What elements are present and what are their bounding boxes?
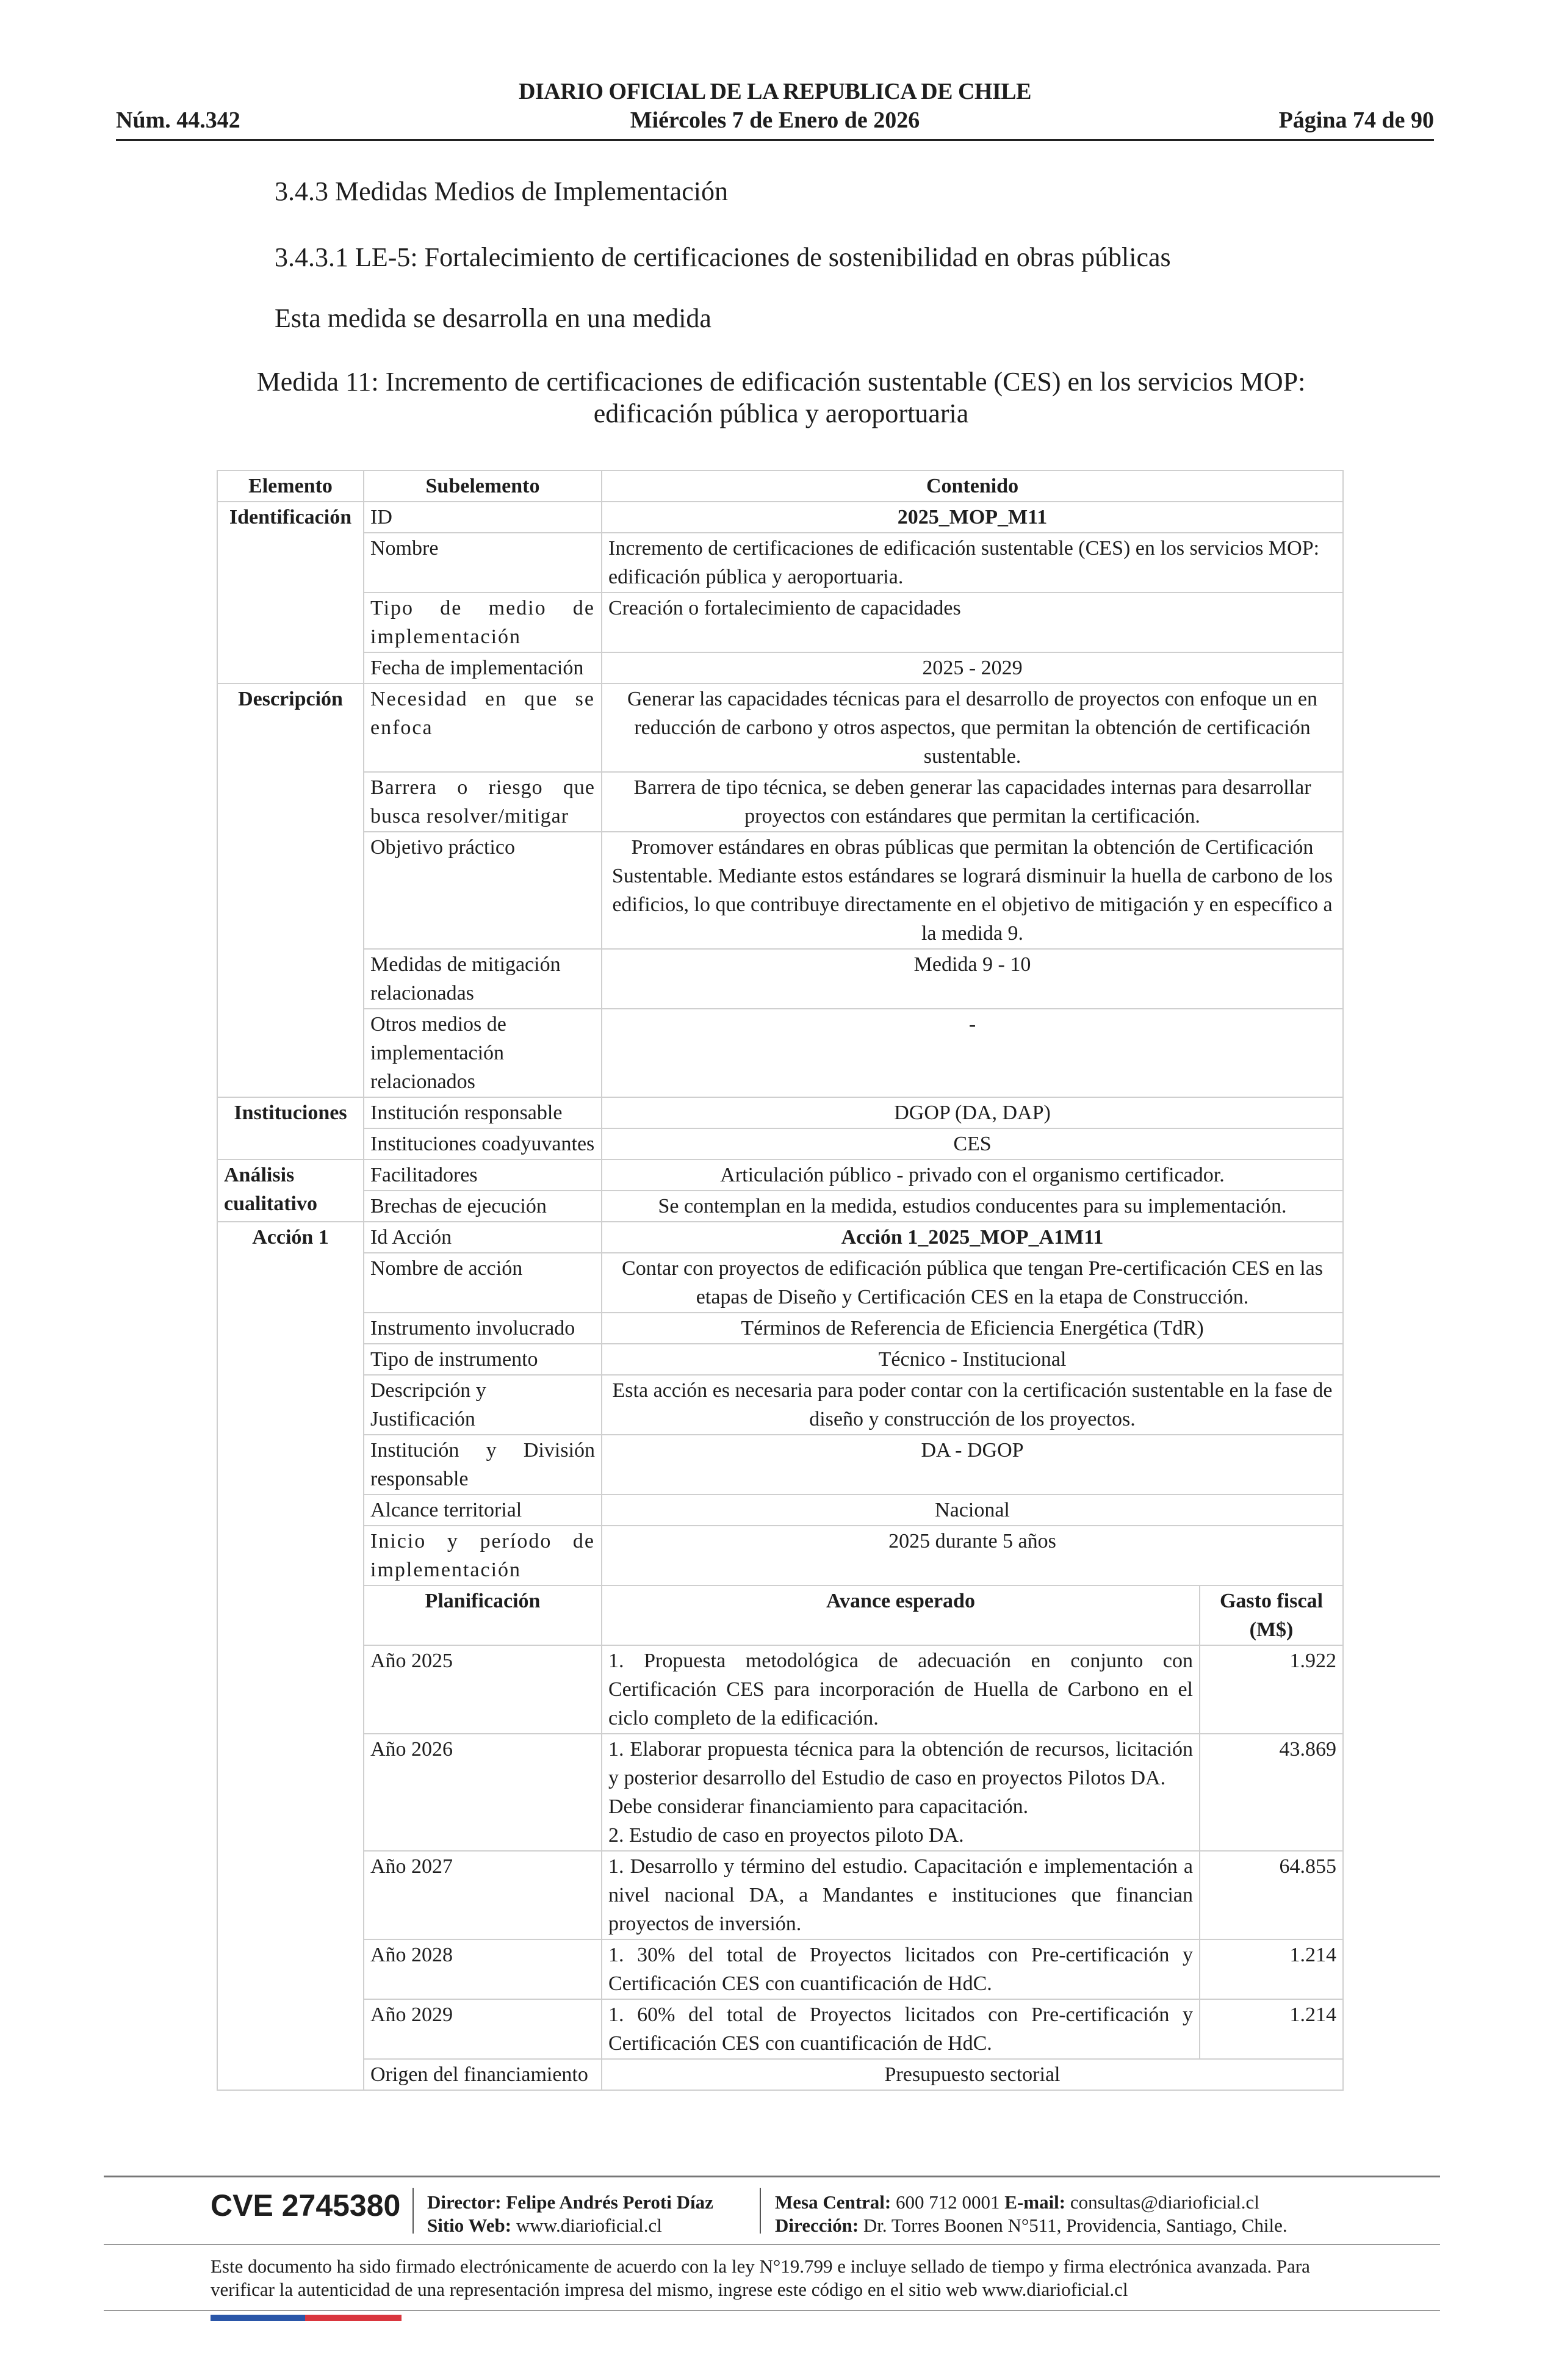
sub-label: Necesidad en que se enfoca [364, 683, 602, 772]
plan-header-row [217, 1585, 1343, 1645]
mesa-value: 600 712 0001 [896, 2191, 1000, 2213]
measure-id: 2025_MOP_M11 [602, 502, 1343, 533]
header-contenido: Contenido [602, 471, 1343, 502]
table-row [217, 1253, 1343, 1313]
plan-gasto: 1.214 [1200, 1999, 1343, 2059]
cell-value: Articulación público - privado con el organismo certificador. [602, 1159, 1343, 1191]
element-accion: Acción 1 [217, 1222, 364, 1253]
sub-label: Inicio y período de implementación [364, 1526, 602, 1585]
sub-label: Tipo de instrumento [364, 1344, 602, 1375]
avance-line: 1. 30% del total de Proyectos licitados con Pre-certificación y Certificación CES con cuantificación de HdC. [608, 1944, 1193, 1995]
intro-text: Esta medida se desarrolla en una medida [275, 303, 711, 333]
page-header [116, 73, 1434, 142]
table-row [217, 1375, 1343, 1435]
table-row [217, 1313, 1343, 1344]
table-row [217, 1526, 1343, 1585]
plan-row [217, 1734, 1343, 1851]
web-label: Sitio Web: [427, 2215, 512, 2236]
plan-row [217, 1939, 1343, 1999]
table-row [217, 652, 1343, 683]
table-header-row [217, 471, 1343, 502]
table-row [217, 1495, 1343, 1526]
sub-label: Instrumento involucrado [364, 1313, 602, 1344]
avance-line: Debe considerar financiamiento para capacitación. [608, 1795, 1029, 1818]
plan-year: Año 2025 [364, 1645, 602, 1734]
plan-avance [602, 1851, 1200, 1939]
plan-avance [602, 1939, 1200, 1999]
issue-number: Núm. 44.342 [116, 107, 240, 133]
cell-value: Incremento de certificaciones de edificación sustentable (CES) en los servicios MOP: edificación pública y aeroportuaria. [602, 533, 1343, 593]
email-link[interactable]: consultas@diarioficial.cl [1070, 2191, 1259, 2213]
table-row [217, 683, 1343, 772]
table-row [217, 1009, 1343, 1097]
cell-value: 2025 - 2029 [602, 652, 1343, 683]
mesa-label: Mesa Central: [775, 2191, 891, 2213]
sub-label: Institución y División responsable [364, 1435, 602, 1495]
cell-value: Se contemplan en la medida, estudios conducentes para su implementación. [602, 1191, 1343, 1222]
plan-row [217, 1645, 1343, 1734]
medida-title-line-2: edificación pública y aeroportuaria [593, 398, 969, 428]
sub-label: Fecha de implementación [364, 652, 602, 683]
sub-label: Nombre [364, 533, 602, 593]
flag-stripe-red [305, 2315, 402, 2321]
medida-title-line-1: Medida 11: Incremento de certificaciones de edificación sustentable (CES) en los servicios MOP: [256, 367, 1306, 397]
element-identificacion: Identificación [217, 502, 364, 533]
subsection-heading: 3.4.3.1 LE-5: Fortalecimiento de certificaciones de sostenibilidad en obras públicas [275, 242, 1171, 272]
footer-rule-bottom [104, 2310, 1440, 2311]
plan-gasto: 64.855 [1200, 1851, 1343, 1939]
plan-header-planificacion: Planificación [364, 1585, 602, 1645]
address-value: Dr. Torres Boonen N°511, Providencia, Santiago, Chile. [863, 2215, 1288, 2236]
avance-line: 1. Elaborar propuesta técnica para la obtención de recursos, licitación y posterior desarrollo del Estudio de caso en proyectos Pilotos DA. [608, 1738, 1193, 1789]
footer-rule-mid [104, 2244, 1440, 2245]
table-row [217, 772, 1343, 832]
footer-contact-block [775, 2191, 1288, 2237]
sub-label: Otros medios de implementación relacionados [364, 1009, 602, 1097]
signature-notice: Este documento ha sido firmado electrónicamente de acuerdo con la ley N°19.799 e incluye sellado de tiempo y firma electrónica avanzada. Para verificar la autenticidad de una representación impresa del mismo, ingrese este código en el sitio web www.diarioficial.cl [211, 2256, 1310, 2300]
cve-code: CVE 2745380 [211, 2188, 401, 2223]
plan-year: Año 2028 [364, 1939, 602, 1999]
element-descripcion: Descripción [217, 683, 364, 772]
cell-value: Promover estándares en obras públicas que permitan la obtención de Certificación Sustentable. Mediante estos estándares se logrará disminuir la huella de carbono de los edificios, lo que contribuye directamente en el objetivo de mitigación y en específico a la medida 9. [602, 832, 1343, 949]
flag-stripe-blue [211, 2315, 305, 2321]
page-number: Página 74 de 90 [1278, 107, 1434, 133]
plan-year: Año 2026 [364, 1734, 602, 1851]
cell-value: CES [602, 1128, 1343, 1159]
plan-avance [602, 1645, 1200, 1734]
cell-value: Generar las capacidades técnicas para el desarrollo de proyectos con enfoque un en reducción de carbono y otros aspectos, que permitan la obtención de certificación sustentable. [602, 683, 1343, 772]
address-label: Dirección: [775, 2215, 859, 2236]
director-label: Director: [427, 2191, 502, 2213]
table-row [217, 949, 1343, 1009]
table-row [217, 502, 1343, 533]
plan-gasto: 1.922 [1200, 1645, 1343, 1734]
cell-value: Técnico - Institucional [602, 1344, 1343, 1375]
sub-label: Barrera o riesgo que busca resolver/mitigar [364, 772, 602, 832]
cell-value: Contar con proyectos de edificación pública que tengan Pre-certificación CES en las etapas de Diseño y Certificación CES en la etapa de Construcción. [602, 1253, 1343, 1313]
avance-line: 1. 60% del total de Proyectos licitados con Pre-certificación y Certificación CES con cuantificación de HdC. [608, 2003, 1193, 2055]
avance-line: 1. Propuesta metodológica de adecuación en conjunto con Certificación CES para incorporación de Huella de Carbono en el ciclo completo de la edificación. [608, 1650, 1193, 1729]
action-id: Acción 1_2025_MOP_A1M11 [602, 1222, 1343, 1253]
sub-label: Origen del financiamiento [364, 2059, 602, 2090]
table-row [217, 832, 1343, 949]
table-row [217, 1097, 1343, 1128]
table-row [217, 2059, 1343, 2090]
plan-header-gasto: Gasto fiscal (M$) [1200, 1585, 1343, 1645]
cell-value: - [602, 1009, 1343, 1097]
plan-row [217, 1999, 1343, 2059]
element-instituciones: Instituciones [217, 1097, 364, 1128]
table-row [217, 533, 1343, 593]
sub-label: Tipo de medio de implementación [364, 593, 602, 652]
plan-year: Año 2029 [364, 1999, 602, 2059]
web-link[interactable]: www.diarioficial.cl [516, 2215, 662, 2236]
sub-label: Alcance territorial [364, 1495, 602, 1526]
newspaper-title: DIARIO OFICIAL DE LA REPUBLICA DE CHILE [519, 79, 1031, 104]
table-row [217, 1435, 1343, 1495]
table-row [217, 1222, 1343, 1253]
cell-value: Términos de Referencia de Eficiencia Energética (TdR) [602, 1313, 1343, 1344]
cell-value: Esta acción es necesaria para poder contar con la certificación sustentable en la fase de diseño y construcción de los proyectos. [602, 1375, 1343, 1435]
footer-divider [412, 2188, 414, 2234]
header-elemento: Elemento [217, 471, 364, 502]
element-analisis: Análisis cualitativo [217, 1159, 364, 1222]
cell-value: 2025 durante 5 años [602, 1526, 1343, 1585]
medida-title [214, 366, 1349, 430]
cell-value: Presupuesto sectorial [602, 2059, 1343, 2090]
sub-label: Instituciones coadyuvantes [364, 1128, 602, 1159]
section-heading: 3.4.3 Medidas Medios de Implementación [275, 176, 728, 206]
avance-line: 1. Desarrollo y término del estudio. Capacitación e implementación a nivel nacional DA, a Mandantes e instituciones que financian proyectos de inversión. [608, 1855, 1193, 1935]
plan-header-avance: Avance esperado [602, 1585, 1200, 1645]
cell-value: Barrera de tipo técnica, se deben generar las capacidades internas para desarrollar proyectos con estándares que permitan la certificación. [602, 772, 1343, 832]
plan-avance [602, 1999, 1200, 2059]
director-name: Felipe Andrés Peroti Díaz [506, 2191, 713, 2213]
table-row [217, 1191, 1343, 1222]
email-label: E-mail: [1004, 2191, 1066, 2213]
sub-label: Id Acción [364, 1222, 602, 1253]
sub-label: Facilitadores [364, 1159, 602, 1191]
footer-director-block [427, 2191, 713, 2237]
sub-label: ID [364, 502, 602, 533]
table-row [217, 1128, 1343, 1159]
plan-gasto: 1.214 [1200, 1939, 1343, 1999]
sub-label: Descripción y Justificación [364, 1375, 602, 1435]
table-row [217, 1159, 1343, 1191]
plan-year: Año 2027 [364, 1851, 602, 1939]
cell-value: DGOP (DA, DAP) [602, 1097, 1343, 1128]
sub-label: Brechas de ejecución [364, 1191, 602, 1222]
sub-label: Medidas de mitigación relacionadas [364, 949, 602, 1009]
avance-line: 2. Estudio de caso en proyectos piloto DA. [608, 1824, 964, 1847]
header-rule [116, 139, 1434, 141]
issue-date: Miércoles 7 de Enero de 2026 [630, 107, 920, 133]
sub-label: Objetivo práctico [364, 832, 602, 949]
cell-value: Nacional [602, 1495, 1343, 1526]
sub-label: Institución responsable [364, 1097, 602, 1128]
footer-divider [760, 2188, 761, 2234]
plan-gasto: 43.869 [1200, 1734, 1343, 1851]
footer-rule-top [104, 2176, 1440, 2177]
cell-value: Medida 9 - 10 [602, 949, 1343, 1009]
sub-label: Nombre de acción [364, 1253, 602, 1313]
cell-value: Creación o fortalecimiento de capacidades [602, 593, 1343, 652]
header-subelemento: Subelemento [364, 471, 602, 502]
table-row [217, 1344, 1343, 1375]
table-row [217, 593, 1343, 652]
plan-avance [602, 1734, 1200, 1851]
plan-row [217, 1851, 1343, 1939]
medida-table [217, 470, 1344, 2091]
cell-value: DA - DGOP [602, 1435, 1343, 1495]
